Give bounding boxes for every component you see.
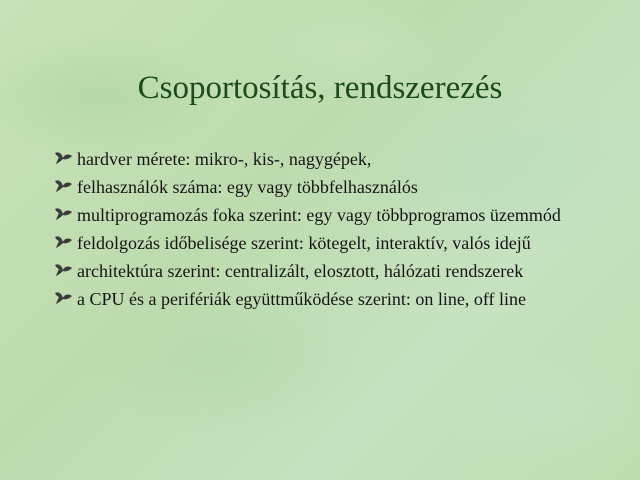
bullet-text: felhasználók száma: egy vagy többfelhasználós bbox=[77, 177, 418, 197]
bullet-text: hardver mérete: mikro-, kis-, nagygépek, bbox=[77, 149, 372, 169]
list-item bbox=[52, 288, 592, 310]
list-item bbox=[52, 232, 592, 254]
bullet-text: feldolgozás időbelisége szerint: kötegelt, interaktív, valós idejű bbox=[77, 233, 531, 253]
ivy-leaf-icon bbox=[54, 290, 74, 306]
ivy-leaf-icon bbox=[54, 206, 74, 222]
bullet-text: multiprogramozás foka szerint: egy vagy többprogramos üzemmód bbox=[77, 205, 561, 225]
ivy-leaf-icon bbox=[54, 150, 74, 166]
bullet-text: architektúra szerint: centralizált, elosztott, hálózati rendszerek bbox=[77, 261, 524, 281]
list-item bbox=[52, 260, 592, 282]
list-item bbox=[52, 204, 592, 226]
ivy-leaf-icon bbox=[54, 178, 74, 194]
bullet-text: a CPU és a perifériák együttműködése szerint: on line, off line bbox=[77, 289, 527, 309]
list-item bbox=[52, 176, 592, 198]
list-item bbox=[52, 148, 592, 170]
slide-title: Csoportosítás, rendszerezés bbox=[137, 70, 503, 106]
ivy-leaf-icon bbox=[54, 262, 74, 278]
ivy-leaf-icon bbox=[54, 234, 74, 250]
bullet-list bbox=[52, 148, 592, 316]
